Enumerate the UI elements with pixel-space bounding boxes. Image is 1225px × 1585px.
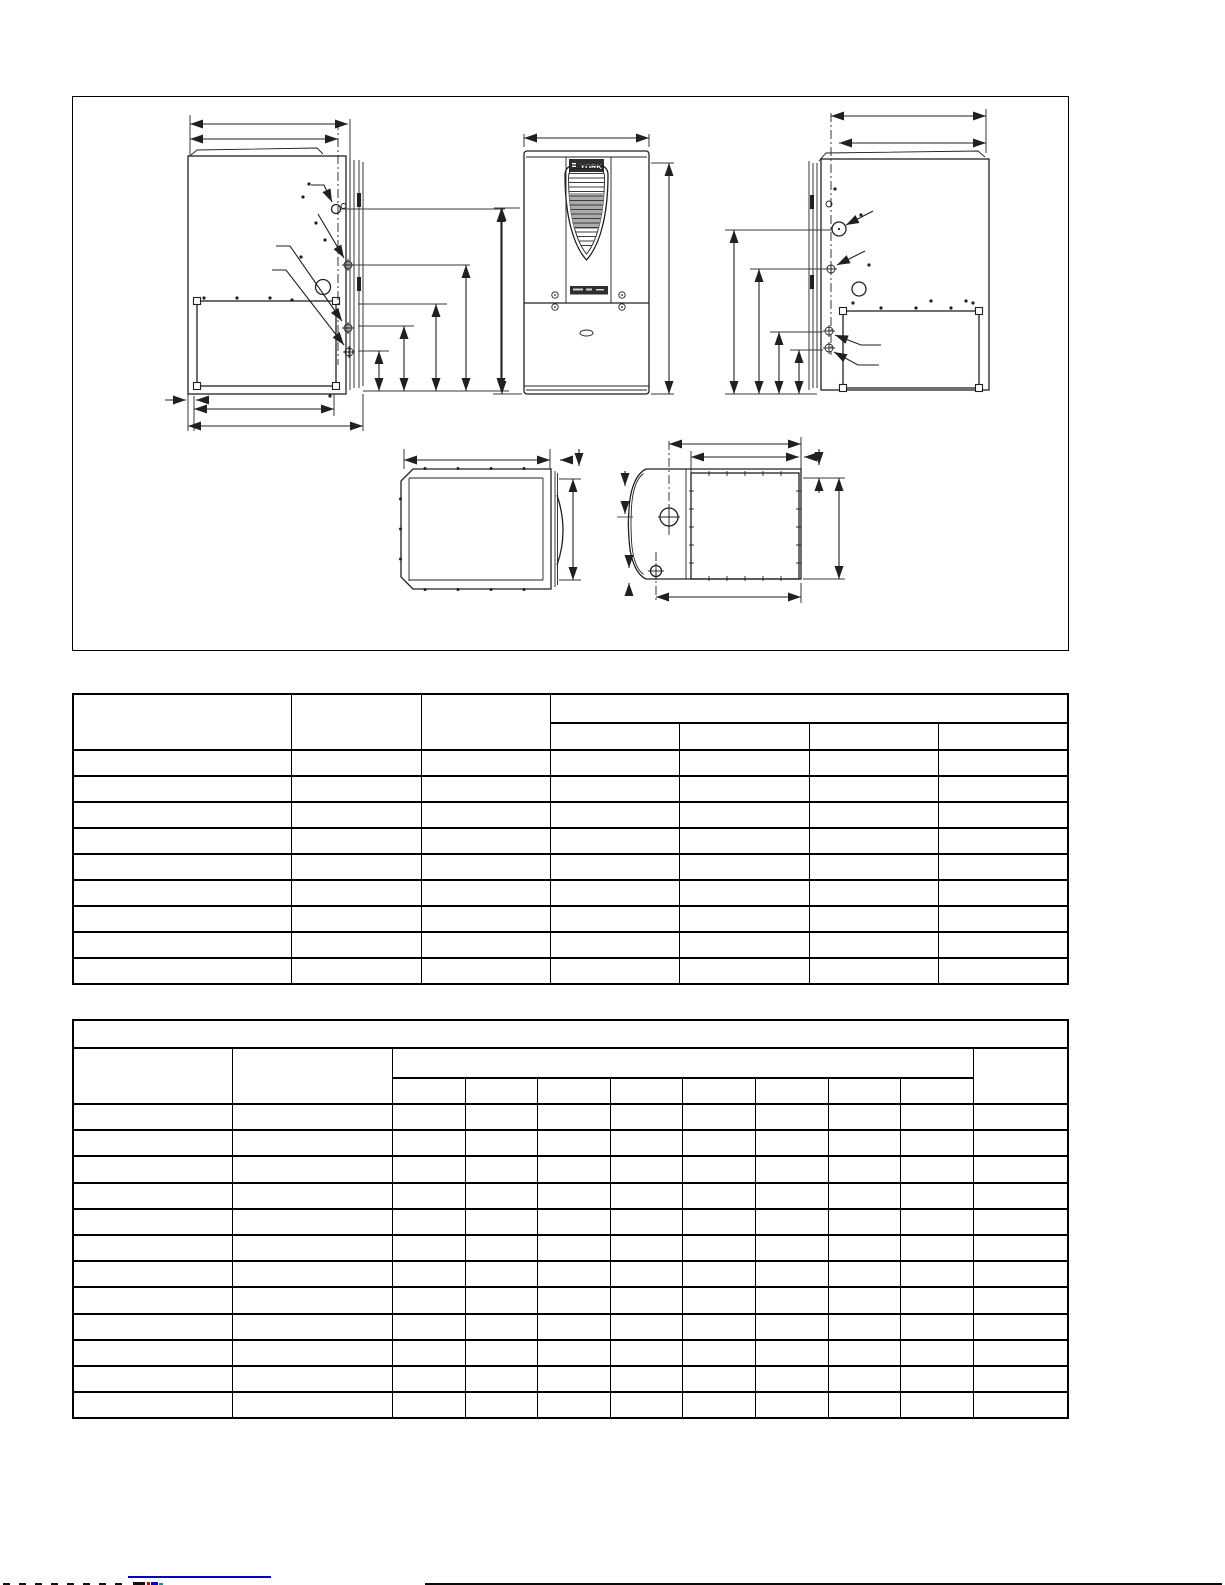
table-cell xyxy=(292,776,421,802)
table-cell xyxy=(939,958,1068,984)
table-row xyxy=(73,828,1068,854)
louver-vent xyxy=(565,165,609,260)
table-cell xyxy=(392,1209,465,1235)
table-cell xyxy=(73,1392,232,1418)
table-cell xyxy=(680,906,809,932)
table-cell xyxy=(465,1156,538,1182)
screw-dots xyxy=(833,187,974,309)
table-cell xyxy=(421,906,550,932)
table-cell xyxy=(610,1340,683,1366)
callout-leader-arrows xyxy=(834,211,881,365)
connection-openings xyxy=(316,204,356,359)
table-row xyxy=(73,1287,1068,1313)
table-cell xyxy=(973,1392,1068,1418)
table-cell xyxy=(828,1366,901,1392)
table-row xyxy=(73,932,1068,958)
table-cell xyxy=(392,1156,465,1182)
table-cell xyxy=(551,750,680,776)
table-cell xyxy=(551,880,680,906)
table-cell xyxy=(232,1287,392,1313)
table-cell xyxy=(828,1104,901,1130)
table-cell xyxy=(756,1392,829,1418)
table-cell xyxy=(551,932,680,958)
table-cell xyxy=(756,1209,829,1235)
table-header-cell xyxy=(421,694,550,750)
table-cell xyxy=(973,1366,1068,1392)
table-row xyxy=(73,906,1068,932)
table-cell xyxy=(392,1287,465,1313)
table-cell xyxy=(973,1340,1068,1366)
table-cell xyxy=(610,1183,683,1209)
table-cell xyxy=(421,880,550,906)
table-cell xyxy=(680,750,809,776)
table-cell xyxy=(465,1261,538,1287)
table-cell xyxy=(809,906,938,932)
table-cell xyxy=(421,828,550,854)
table-cell xyxy=(538,1104,611,1130)
table-cell xyxy=(901,1235,974,1261)
table-cell xyxy=(465,1235,538,1261)
table-row xyxy=(73,1314,1068,1340)
table-cell xyxy=(809,776,938,802)
table-cell xyxy=(939,828,1068,854)
table-row xyxy=(73,1156,1068,1182)
table-header-cell xyxy=(232,1048,392,1104)
dimension-lines xyxy=(725,116,986,394)
table-cell xyxy=(683,1314,756,1340)
table-cell xyxy=(683,1340,756,1366)
table-cell xyxy=(973,1261,1068,1287)
top-view xyxy=(399,449,581,591)
table-cell xyxy=(392,1340,465,1366)
table-cell xyxy=(232,1314,392,1340)
table-cell xyxy=(392,1366,465,1392)
table-cell xyxy=(683,1209,756,1235)
table-row xyxy=(73,958,1068,984)
table-cell xyxy=(392,1261,465,1287)
table-cell xyxy=(680,880,809,906)
table-cell xyxy=(680,854,809,880)
table-cell xyxy=(683,1156,756,1182)
table-header-cell xyxy=(551,723,680,750)
table-title-cell xyxy=(73,1020,1068,1048)
table-header-cell xyxy=(828,1078,901,1104)
table-cell xyxy=(73,1314,232,1340)
table-cell xyxy=(465,1130,538,1156)
table-header-cell xyxy=(392,1078,465,1104)
table-cell xyxy=(73,958,292,984)
table-cell xyxy=(973,1130,1068,1156)
table-cell xyxy=(610,1130,683,1156)
table-cell xyxy=(73,880,292,906)
table-cell xyxy=(901,1261,974,1287)
table-cell xyxy=(610,1287,683,1313)
table-cell xyxy=(73,1104,232,1130)
table-cell xyxy=(901,1104,974,1130)
table-cell xyxy=(232,1130,392,1156)
table-cell xyxy=(465,1366,538,1392)
table-cell xyxy=(683,1104,756,1130)
table-cell xyxy=(610,1314,683,1340)
table-cell xyxy=(939,750,1068,776)
table-cell xyxy=(610,1235,683,1261)
table-cell xyxy=(756,1104,829,1130)
table-cell xyxy=(901,1156,974,1182)
table-cell xyxy=(756,1261,829,1287)
table-cell xyxy=(292,958,421,984)
table-cell xyxy=(828,1235,901,1261)
table-cell xyxy=(421,750,550,776)
table-cell xyxy=(901,1287,974,1313)
table-cell xyxy=(73,1235,232,1261)
table-cell xyxy=(292,906,421,932)
table-cell xyxy=(809,880,938,906)
table-cell xyxy=(392,1183,465,1209)
pipe-holes xyxy=(648,506,680,579)
table-cell xyxy=(392,1235,465,1261)
dimension-lines xyxy=(617,437,845,603)
table-cell xyxy=(538,1287,611,1313)
dimensions-table-container xyxy=(72,693,1069,985)
table-cell xyxy=(538,1235,611,1261)
table-cell xyxy=(680,958,809,984)
specifications-table xyxy=(72,1019,1069,1419)
table-cell xyxy=(809,828,938,854)
table-cell xyxy=(421,932,550,958)
table-cell xyxy=(756,1183,829,1209)
table-cell xyxy=(828,1156,901,1182)
table-cell xyxy=(465,1287,538,1313)
table-cell xyxy=(756,1314,829,1340)
table-row xyxy=(73,750,1068,776)
table-cell xyxy=(538,1183,611,1209)
table-cell xyxy=(538,1261,611,1287)
screw-dots xyxy=(202,182,331,397)
table-cell xyxy=(901,1314,974,1340)
table-row xyxy=(73,1340,1068,1366)
table-cell xyxy=(828,1261,901,1287)
table-cell xyxy=(73,1130,232,1156)
table-row xyxy=(73,802,1068,828)
table-cell xyxy=(73,1287,232,1313)
table-cell xyxy=(901,1130,974,1156)
table-row xyxy=(73,880,1068,906)
table-cell xyxy=(232,1392,392,1418)
table-cell xyxy=(683,1235,756,1261)
table-cell xyxy=(73,1183,232,1209)
table-cell xyxy=(73,906,292,932)
table-cell xyxy=(465,1104,538,1130)
table-cell xyxy=(73,828,292,854)
table-header-cell xyxy=(809,723,938,750)
table-cell xyxy=(292,828,421,854)
table-cell xyxy=(939,932,1068,958)
table-row xyxy=(73,1261,1068,1287)
table-cell xyxy=(683,1261,756,1287)
table-cell xyxy=(465,1340,538,1366)
table-cell xyxy=(809,958,938,984)
table-cell xyxy=(939,802,1068,828)
table-cell xyxy=(973,1104,1068,1130)
table-cell xyxy=(901,1366,974,1392)
brand-label: YORK xyxy=(580,162,602,171)
table-cell xyxy=(610,1261,683,1287)
table-cell xyxy=(232,1104,392,1130)
table-cell xyxy=(421,802,550,828)
table-row xyxy=(73,854,1068,880)
table-cell xyxy=(292,880,421,906)
table-cell xyxy=(232,1366,392,1392)
table-cell xyxy=(610,1209,683,1235)
table-header-cell xyxy=(392,1048,973,1078)
front-view xyxy=(493,134,674,394)
table-cell xyxy=(939,854,1068,880)
table-cell xyxy=(756,1366,829,1392)
table-cell xyxy=(610,1156,683,1182)
footer-link-underline[interactable] xyxy=(128,1576,271,1578)
table-cell xyxy=(73,776,292,802)
table-row xyxy=(73,1392,1068,1418)
table-cell xyxy=(392,1392,465,1418)
table-cell xyxy=(551,776,680,802)
table-cell xyxy=(901,1392,974,1418)
table-cell xyxy=(551,828,680,854)
door-handle xyxy=(580,330,593,336)
table-cell xyxy=(73,854,292,880)
connection-openings xyxy=(823,201,866,354)
table-cell xyxy=(465,1183,538,1209)
table-cell xyxy=(828,1130,901,1156)
table-header-cell xyxy=(680,723,809,750)
table-cell xyxy=(73,802,292,828)
table-cell xyxy=(465,1209,538,1235)
right-side-view xyxy=(725,109,989,394)
table-row xyxy=(73,1104,1068,1130)
table-cell xyxy=(683,1130,756,1156)
table-header-cell xyxy=(973,1048,1068,1104)
table-header-cell xyxy=(683,1078,756,1104)
table-cell xyxy=(538,1366,611,1392)
flange-ticks xyxy=(689,471,801,581)
table-cell xyxy=(680,828,809,854)
table-cell xyxy=(809,932,938,958)
table-cell xyxy=(73,932,292,958)
table-cell xyxy=(465,1314,538,1340)
table-header-cell xyxy=(610,1078,683,1104)
table-cell xyxy=(551,958,680,984)
table-cell xyxy=(828,1209,901,1235)
table-header-cell xyxy=(939,723,1068,750)
dimensions-table xyxy=(72,693,1069,985)
table-cell xyxy=(73,750,292,776)
table-cell xyxy=(538,1392,611,1418)
table-cell xyxy=(610,1392,683,1418)
table-cell xyxy=(756,1287,829,1313)
table-cell xyxy=(232,1209,392,1235)
edge-dots xyxy=(399,467,526,591)
table-cell xyxy=(756,1340,829,1366)
table-cell xyxy=(232,1235,392,1261)
table-header-cell xyxy=(292,694,421,750)
table-cell xyxy=(973,1156,1068,1182)
table-cell xyxy=(683,1366,756,1392)
table-cell xyxy=(292,854,421,880)
table-cell xyxy=(421,958,550,984)
table-cell xyxy=(973,1314,1068,1340)
table-row xyxy=(73,1209,1068,1235)
table-cell xyxy=(421,854,550,880)
table-cell xyxy=(292,932,421,958)
table-cell xyxy=(551,802,680,828)
table-cell xyxy=(392,1104,465,1130)
table-cell xyxy=(73,1209,232,1235)
table-cell xyxy=(610,1366,683,1392)
table-header-cell xyxy=(73,1048,232,1104)
table-cell xyxy=(392,1314,465,1340)
dimensional-drawing xyxy=(73,97,1067,649)
table-cell xyxy=(809,854,938,880)
table-cell xyxy=(232,1156,392,1182)
table-cell xyxy=(756,1130,829,1156)
bottom-view xyxy=(617,437,845,603)
table-cell xyxy=(232,1261,392,1287)
table-cell xyxy=(73,1366,232,1392)
table-cell xyxy=(551,906,680,932)
table-cell xyxy=(232,1340,392,1366)
table-cell xyxy=(232,1183,392,1209)
table-cell xyxy=(809,802,938,828)
table-cell xyxy=(421,776,550,802)
table-cell xyxy=(538,1209,611,1235)
callout-leader-arrows xyxy=(272,185,344,345)
table-cell xyxy=(973,1287,1068,1313)
table-cell xyxy=(680,776,809,802)
table-header-cell xyxy=(901,1078,974,1104)
table-cell xyxy=(939,776,1068,802)
table-cell xyxy=(292,802,421,828)
table-cell xyxy=(939,906,1068,932)
table-cell xyxy=(610,1104,683,1130)
table-cell xyxy=(973,1235,1068,1261)
table-cell xyxy=(538,1340,611,1366)
table-cell xyxy=(901,1209,974,1235)
table-cell xyxy=(828,1314,901,1340)
table-cell xyxy=(551,854,680,880)
table-cell xyxy=(392,1130,465,1156)
table-cell xyxy=(680,802,809,828)
table-cell xyxy=(73,1340,232,1366)
table-cell xyxy=(292,750,421,776)
table-cell xyxy=(73,1156,232,1182)
table-header-cell xyxy=(73,694,292,750)
table-row xyxy=(73,1130,1068,1156)
table-cell xyxy=(828,1340,901,1366)
table-row xyxy=(73,1366,1068,1392)
table-cell xyxy=(973,1183,1068,1209)
table-row xyxy=(73,1183,1068,1209)
table-cell xyxy=(683,1392,756,1418)
door-screws xyxy=(552,292,625,310)
table-cell xyxy=(756,1235,829,1261)
table-cell xyxy=(901,1183,974,1209)
table-cell xyxy=(756,1156,829,1182)
table-cell xyxy=(680,932,809,958)
table-cell xyxy=(901,1340,974,1366)
table-cell xyxy=(939,880,1068,906)
specifications-table-container xyxy=(72,1019,1069,1419)
figure-box xyxy=(72,96,1069,651)
table-cell xyxy=(538,1130,611,1156)
table-cell xyxy=(683,1287,756,1313)
table-row xyxy=(73,1235,1068,1261)
table-cell xyxy=(538,1314,611,1340)
table-cell xyxy=(828,1183,901,1209)
left-side-view xyxy=(165,115,509,431)
table-cell xyxy=(973,1209,1068,1235)
table-cell xyxy=(828,1287,901,1313)
table-cell xyxy=(465,1392,538,1418)
table-cell xyxy=(828,1392,901,1418)
table-header-cell xyxy=(756,1078,829,1104)
table-header-cell xyxy=(538,1078,611,1104)
table-cell xyxy=(538,1156,611,1182)
table-cell xyxy=(73,1261,232,1287)
table-cell xyxy=(809,750,938,776)
table-header-cell xyxy=(465,1078,538,1104)
table-row xyxy=(73,776,1068,802)
affinity-series-badge xyxy=(570,286,608,295)
table-cell xyxy=(683,1183,756,1209)
table-header-cell xyxy=(551,694,1068,723)
